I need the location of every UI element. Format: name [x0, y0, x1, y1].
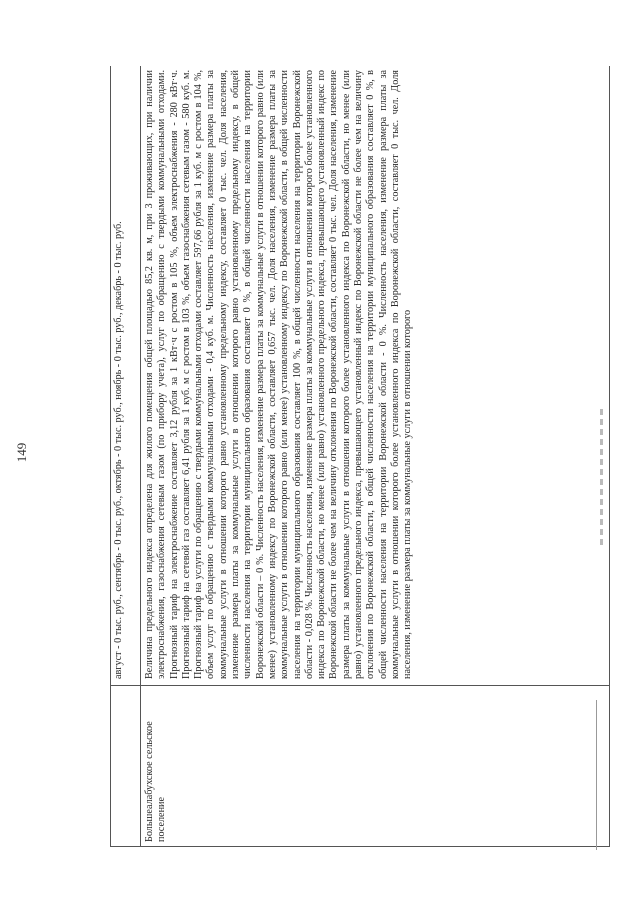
table-cell-settlement: [141, 685, 609, 846]
table-cell-continuation: [111, 66, 140, 685]
settlement-description: Величина предельного индекса определена для жилого помещения общей площадью 85,2 кв. м, при 3 проживающих, при наличии электроснабжения, газоснабжения сетевым газом (по прибору учета), услуг по обращению с твердыми коммунальными отходами. Прогнозный тариф на электроснабжение составляет 3,12 рубля за 1 кВт·ч с ростом в 105 %, объем электроснабжения - 280 кВт·ч. Прогнозный тариф на сетевой газ составляет 6,41 рубля за 1 куб. м с ростом в 103 %, объем газоснабжения сетевым газом - 580 куб. м. Прогнозный тариф на услуги по обращению с твердыми коммунальными отходами составляет 597,66 рубля за 1 куб. м с ростом в 104 %, объем услуг по обращению с твердыми коммунальными отходами - 0,4 куб. м. Численность населения, изменение размера платы за коммунальные услуги в отношении которого равно установленному предельному индексу, составляет 0 тыс. чел. Доля населения, изменение размера платы за коммунальные услуги в отношении которого равно установленному предельному индексу, в общей численности населения на территории муниципального образования составляет 0 %, в общей численности населения на территории Воронежской области – 0 %. Численность населения, изменение размера платы за коммунальные услуги в отношении которого равно (или менее) установленному индексу по Воронежской области, составляет 0,657 тыс. чел. Доля населения, изменение размера платы за коммунальные услуги в отношении которого равно (или менее) установленному индексу по Воронежской области, в общей численности населения на территории муниципального образования составляет 100 %, в общей численности населения на территории Воронежской области - 0,028 %. Численность населения, изменение размера платы за коммунальные услуги в отношении которого более установленного индекса по Воронежской области, но менее (или равно) установленного предельного индекса, превышающего установленный индекс по Воронежской области не более чем на величину отклонения по Воронежской области, составляет 0 тыс. чел. Доля населения, изменение размера платы за коммунальные услуги в отношении которого более установленного индекса по Воронежской области, но менее (или равно) установленного предельного индекса, превышающего установленный индекс по Воронежской области не более чем на величину отклонения по Воронежской области, в общей численности населения на территории муниципального образования составляет 0 %, в общей численности населения на территории Воронежской области - 0 %. Численность населения, изменение размера платы за коммунальные услуги в отношении которого более установленного индекса по Воронежской области, составляет 0 тыс. чел. Доля населения, изменение размера платы за коммунальные услуги в отношении которого: [144, 70, 414, 679]
scan-artifact-dash: [600, 405, 603, 545]
table-cell-empty: [111, 685, 140, 846]
table-cell-description: [141, 66, 609, 685]
scan-artifact-line: [596, 700, 597, 850]
document-table: [110, 66, 610, 847]
continuation-text: август - 0 тыс. руб., сентябрь - 0 тыс. руб., октябрь - 0 тыс. руб., ноябрь - 0 тыс. руб., декабрь - 0 тыс. руб.: [113, 221, 124, 679]
table-row: [141, 66, 609, 846]
page-number: 149: [14, 442, 29, 463]
table-row: [111, 66, 141, 846]
settlement-name: Большеалабухское сельское поселение: [144, 721, 168, 842]
